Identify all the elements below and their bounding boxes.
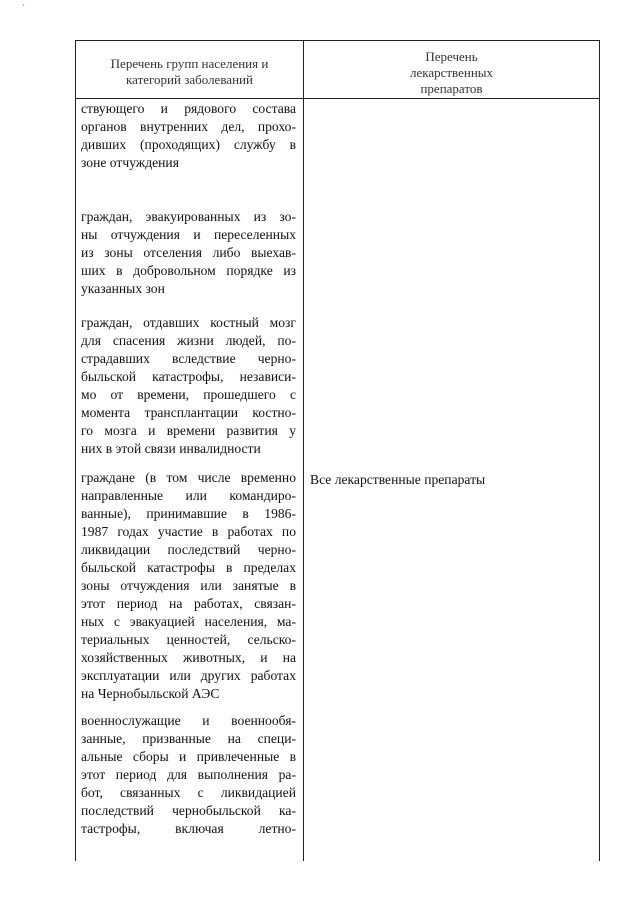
text-line: ших в добровольном порядке из xyxy=(81,263,296,278)
text-line: ствующего и рядового состава xyxy=(81,101,296,116)
page-mark: ` xyxy=(22,3,25,13)
text-line: хозяйственных животных, и на xyxy=(81,650,296,665)
text-line: этот период для выполнения ра- xyxy=(81,767,296,782)
text-line: них в этой связи инвалидности xyxy=(81,441,261,456)
text-line: страдавших вследствие черно- xyxy=(81,351,296,366)
text-line: ликвидации последствий черно- xyxy=(81,542,296,557)
header-medications-list xyxy=(304,49,599,97)
text-line: занные, призванные на специ- xyxy=(81,731,296,746)
text-line: военнослужащие и военнообя- xyxy=(81,713,296,728)
header-right-line: Перечень xyxy=(425,49,478,64)
text-line: зоне отчуждения xyxy=(81,155,179,170)
text-line: ванные), принимавшие в 1986- xyxy=(81,506,296,521)
text-line: момента трансплантации костно- xyxy=(81,405,296,420)
column-divider xyxy=(303,41,304,861)
text-line: зоны отчуждения или занятые в xyxy=(81,578,296,593)
header-separator xyxy=(76,98,599,99)
text-line: альные сборы и привлеченные в xyxy=(81,749,296,764)
paragraph-interior-service xyxy=(81,100,296,172)
text-line: органов внутренних дел, прохо- xyxy=(81,119,296,134)
text-line: на Чернобыльской АЭС xyxy=(81,686,220,701)
paragraph-liquidators-1986-1987 xyxy=(81,469,296,703)
text-line: направленные или командиро- xyxy=(81,488,296,503)
header-right-line: препаратов xyxy=(420,81,483,96)
text-line: этот период на работах, связан- xyxy=(81,596,296,611)
all-medications-text: Все лекарственные препараты xyxy=(310,472,486,487)
text-line: указанных зон xyxy=(81,281,165,296)
text-line: тастрофы, включая летно- xyxy=(81,821,296,836)
text-line: последствий чернобыльской ка- xyxy=(81,803,296,818)
text-line: ны отчуждения и переселенных xyxy=(81,227,296,242)
text-line: териальных ценностей, сельско- xyxy=(81,632,296,647)
text-line: го мозга и времени развития у xyxy=(81,423,296,438)
text-line: из зоны отселения либо выехав- xyxy=(81,245,296,260)
text-line: мо от времени, прошедшего с xyxy=(81,387,296,402)
header-left-line: категорий заболеваний xyxy=(126,72,253,87)
text-line: граждан, отдавших костный мозг xyxy=(81,315,296,330)
text-line: бот, связанных с ликвидацией xyxy=(81,785,296,800)
text-line: 1987 годах участие в работах по xyxy=(81,524,296,539)
text-line: для спасения жизни людей, по- xyxy=(81,333,296,348)
header-left-line: Перечень групп населения и xyxy=(110,56,269,71)
header-population-groups xyxy=(76,56,303,88)
paragraph-evacuated-citizens xyxy=(81,208,296,298)
text-line: граждане (в том числе временно xyxy=(81,470,296,485)
text-line: ных с эвакуацией населения, ма- xyxy=(81,614,296,629)
text-line: дивших (проходящих) службу в xyxy=(81,137,296,152)
paragraph-bone-marrow-donors xyxy=(81,314,296,458)
text-line: быльской катастрофы в пределах xyxy=(81,560,296,575)
medications-table xyxy=(75,40,600,861)
text-line: эксплуатации или других работах xyxy=(81,668,296,683)
text-line: граждан, эвакуированных из зо- xyxy=(81,209,296,224)
paragraph-military-personnel xyxy=(81,712,296,838)
header-right-line: лекарственных xyxy=(409,65,494,80)
text-line: быльской катастрофы, независи- xyxy=(81,369,296,384)
